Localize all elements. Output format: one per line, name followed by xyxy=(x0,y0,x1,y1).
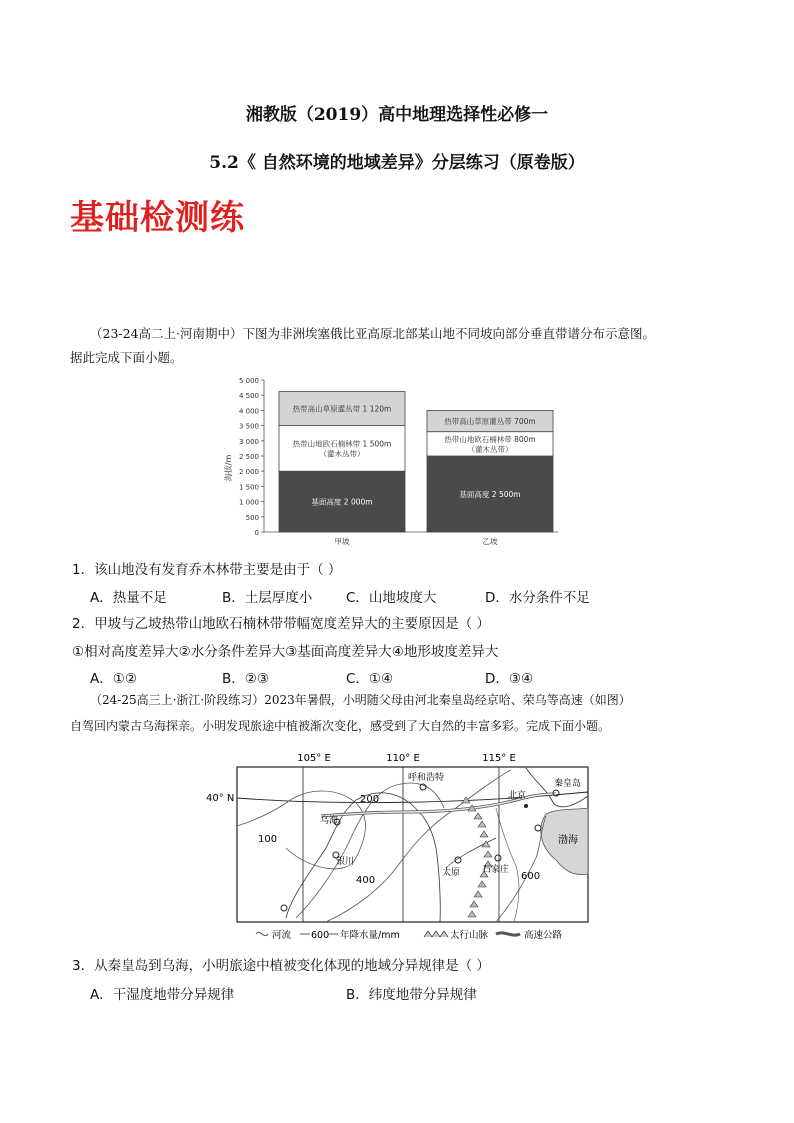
zone-band-label: 基面高度 2 500m xyxy=(459,490,521,499)
chart-bars xyxy=(279,392,553,546)
city-beijing-label: 北京 xyxy=(508,791,527,801)
group2-intro-line2: 自驾回内蒙古乌海探亲。小明发现旅途中植被渐次变化，感受到了大自然的丰富多彩。完成下面小题。 xyxy=(70,719,611,733)
legend-highway-icon xyxy=(496,933,520,935)
map-lat-40: 40° N xyxy=(206,793,235,804)
y-tick-label: 5 000 xyxy=(238,377,259,385)
group1-intro-line2: 据此完成下面小题。 xyxy=(70,350,183,365)
q1-option-a: A．热量不足 xyxy=(90,590,167,606)
legend-river-icon xyxy=(256,932,268,935)
isohyet-label-600: 600 xyxy=(521,871,541,882)
q1-option-c: C．山地坡度大 xyxy=(346,590,437,606)
city-wuhai-label: 乌海 xyxy=(320,816,339,826)
q1-option-b: B．土层厚度小 xyxy=(222,590,313,606)
legend-mountain-icon xyxy=(424,931,448,937)
zone-band-label: 热带山地欧石楠林带 800m xyxy=(444,434,536,444)
x-category-label: 甲坡 xyxy=(334,537,350,546)
city-taiyuan-label: 太原 xyxy=(442,868,461,878)
y-tick-label: 500 xyxy=(245,513,259,522)
legend-isohyet-value: 600 xyxy=(311,930,330,941)
zone-band-label: 热带高山草原灌丛带 700m xyxy=(444,417,536,427)
zone-band-label: 热带山地欧石楠林带 1 500m xyxy=(292,439,392,449)
q3-option-b: B．纬度地带分异规律 xyxy=(346,987,477,1003)
y-tick-label: 1 500 xyxy=(238,483,259,492)
y-tick-label: 0 xyxy=(254,529,259,537)
group1-intro-line1: （23-24高二上·河南期中）下图为非洲埃塞俄比亚高原北部某山地不同坡向部分垂直带谱分布示意图。 xyxy=(90,326,656,341)
map-frame xyxy=(237,767,588,922)
y-tick-label: 3 500 xyxy=(238,422,259,431)
isohyet-label-100: 100 xyxy=(258,834,278,845)
legend-highway-label: 高速公路 xyxy=(524,930,563,941)
q1-option-d: D．水分条件不足 xyxy=(485,590,590,606)
legend-isohyet-label: 年降水量/mm xyxy=(340,930,400,941)
y-tick-label: 2 500 xyxy=(238,453,259,461)
group2-intro-line1: （24-25高三上·浙江·阶段练习）2023年暑假，小明随父母由河北秦皇岛经京哈、荣乌等高速（如图） xyxy=(90,693,631,707)
city-beijing-icon xyxy=(524,804,528,808)
q2-option-a: A．①② xyxy=(90,671,137,687)
legend-mountain-label: 太行山脉 xyxy=(450,930,489,941)
q2-stem: 2．甲坡与乙坡热带山地欧石楠林带带幅宽度差异大的主要原因是（ ） xyxy=(72,616,490,632)
city-yinchuan-label: 银川 xyxy=(336,857,355,867)
route-map xyxy=(196,748,596,944)
city-qinhuangdao-label: 秦皇岛 xyxy=(554,779,582,789)
q3-option-a: A．干湿度地带分异规律 xyxy=(90,987,235,1003)
y-tick-label: 2 000 xyxy=(238,468,259,477)
q1-stem: 1．该山地没有发育乔木林带主要是由于（ ） xyxy=(72,562,342,578)
y-tick-label: 1 000 xyxy=(238,498,259,507)
zone-band-label: （灌木丛带） xyxy=(467,444,513,454)
y-tick-label: 4 000 xyxy=(238,407,259,416)
doc-title-line2: 5.2《 自然环境的地域差异》分层练习（原卷版） xyxy=(209,153,585,173)
q2-option-b: B．②③ xyxy=(222,671,269,687)
q2-choices: ①相对高度差异大②水分条件差异大③基面高度差异大④地形坡度差异大 xyxy=(72,644,499,660)
map-lon-105: 105° E xyxy=(297,753,331,764)
legend-river-label: 河流 xyxy=(272,930,292,941)
isohyet-label-400: 400 xyxy=(356,875,376,886)
y-tick-label: 3 000 xyxy=(238,437,259,446)
zone-band-label: 热带高山草原灌丛带 1 120m xyxy=(292,404,392,414)
doc-title-line1: 湘教版（2019）高中地理选择性必修一 xyxy=(245,105,549,125)
isohyet-label-200: 200 xyxy=(360,794,380,805)
map-sea-label: 渤海 xyxy=(558,835,578,846)
vertical-zonation-chart xyxy=(222,372,562,554)
x-category-label: 乙坡 xyxy=(482,537,498,546)
section-heading: 基础检测练 xyxy=(70,198,245,238)
q2-option-c: C．①④ xyxy=(346,671,394,687)
y-tick-label: 4 500 xyxy=(238,392,259,401)
city-huhehaote-label: 呼和浩特 xyxy=(408,773,445,783)
chart-y-axis-label: 海拔/m xyxy=(224,454,233,482)
zone-band-label: （灌木丛带） xyxy=(319,449,365,459)
q3-stem: 3．从秦皇岛到乌海，小明旅途中植被变化体现的地域分异规律是（ ） xyxy=(72,958,490,974)
city-shijiazhuang-label: 石家庄 xyxy=(482,865,510,875)
map-lon-110: 110° E xyxy=(386,753,420,764)
zone-band-label: 基面高度 2 000m xyxy=(311,497,373,507)
map-lon-115: 115° E xyxy=(482,753,516,764)
q2-option-d: D．③④ xyxy=(485,671,534,687)
